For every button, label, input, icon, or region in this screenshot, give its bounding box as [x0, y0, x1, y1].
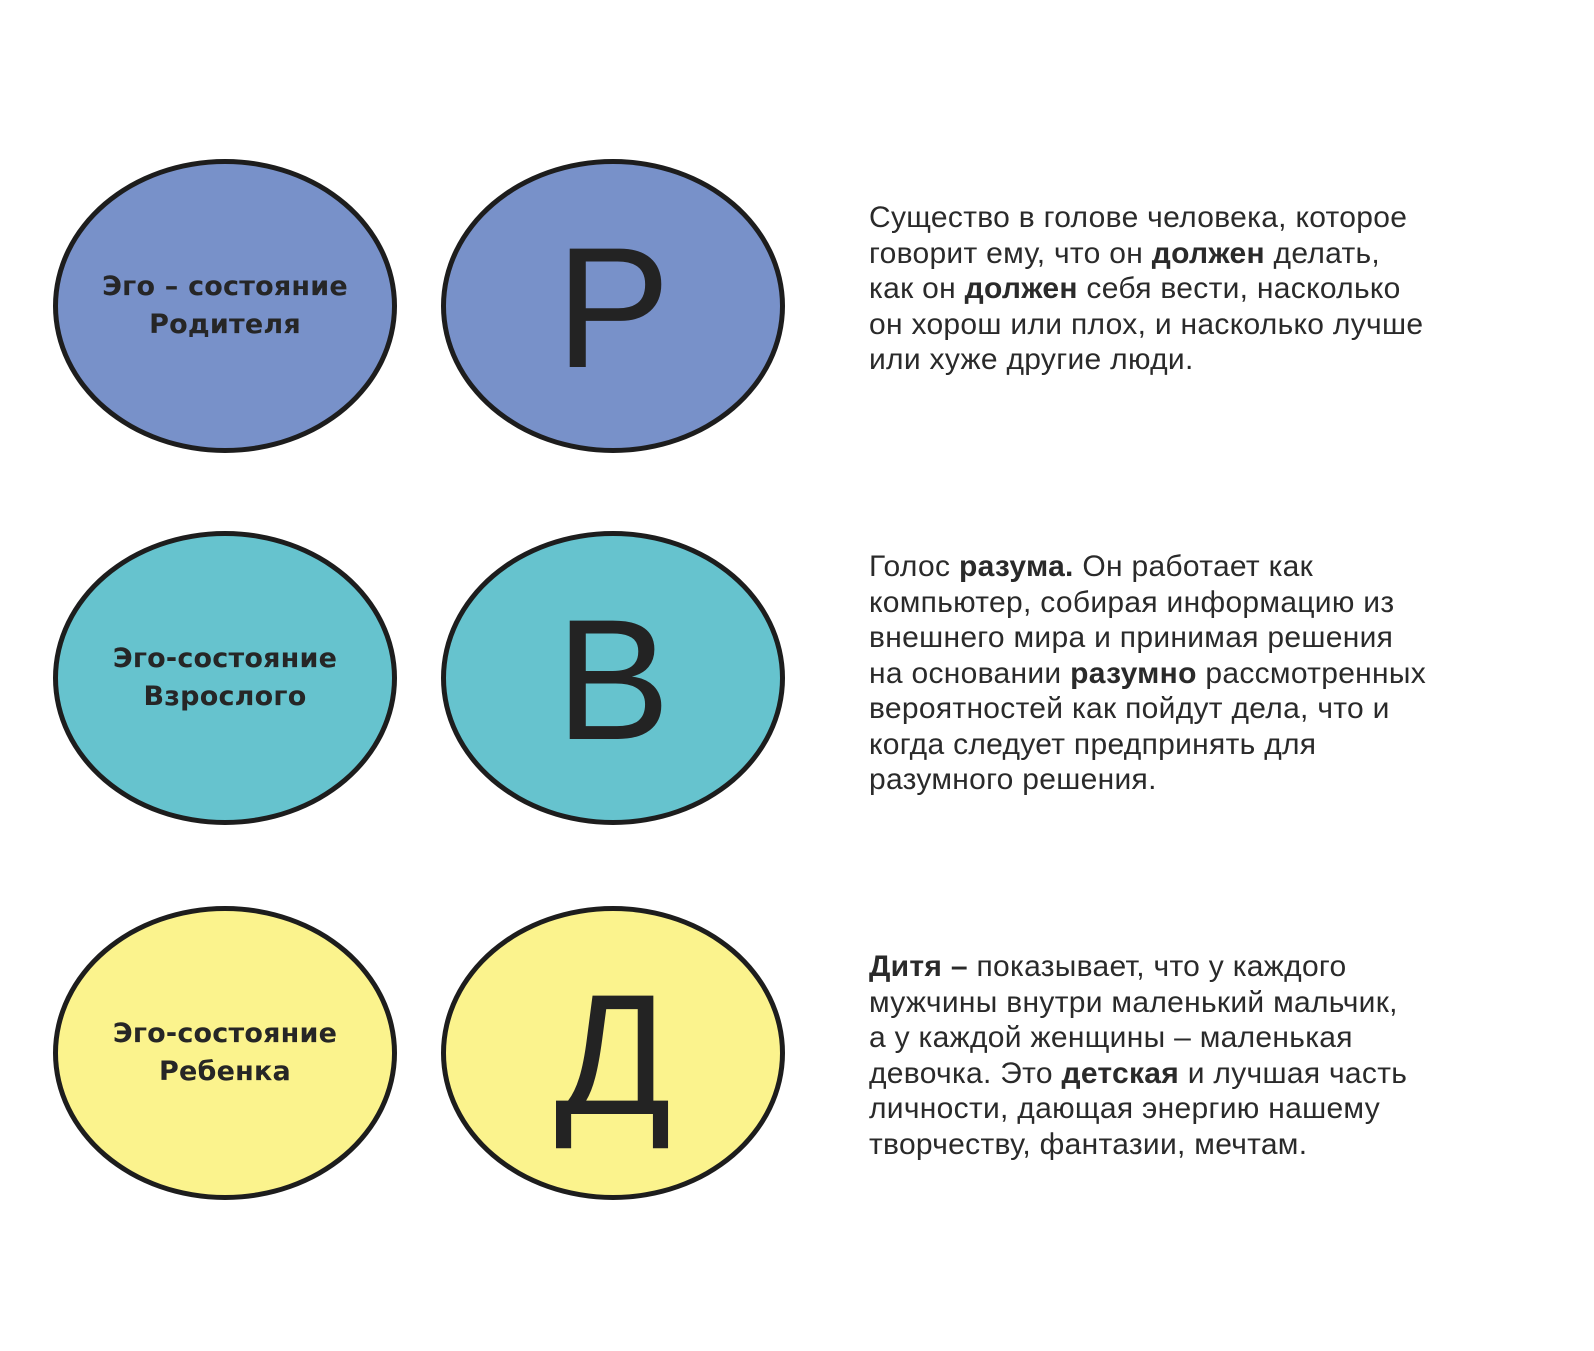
description-text: говорит ему, что он	[869, 236, 1152, 270]
state-row-child	[0, 906, 1594, 1206]
description-line	[869, 549, 1574, 585]
description-line	[869, 1127, 1574, 1163]
description-text: Голос	[869, 550, 959, 583]
child-name-label	[113, 1015, 337, 1091]
adult-letter-oval	[441, 531, 785, 825]
description-text: и лучшая часть	[1179, 1056, 1408, 1090]
adult-name-line-2: Взрослого	[143, 681, 307, 712]
description-line	[869, 620, 1574, 656]
description-text: или хуже другие люди.	[869, 343, 1194, 376]
description-text: показывает, что у каждого	[967, 950, 1347, 983]
child-name-line-1: Эго-состояние	[112, 1018, 338, 1049]
parent-letter-oval	[441, 159, 785, 453]
adult-name-line-1: Эго-состояние	[112, 643, 338, 674]
description-line	[869, 585, 1574, 621]
description-emphasis: разумно	[1070, 656, 1197, 690]
description-text: творчеству, фантазии, мечтам.	[869, 1127, 1308, 1161]
description-emphasis: должен	[1151, 236, 1265, 270]
description-emphasis: детская	[1061, 1056, 1180, 1090]
adult-name-label	[113, 640, 337, 716]
description-text: внешнего мира и принимая решения	[869, 621, 1394, 654]
child-letter-oval	[441, 906, 785, 1200]
description-text: девочка. Это	[869, 1056, 1062, 1090]
description-line	[869, 200, 1574, 236]
description-text: Он работает как	[1073, 550, 1314, 583]
parent-name-oval	[53, 159, 397, 453]
description-line	[869, 1091, 1574, 1127]
child-description	[869, 949, 1574, 1162]
description-text: на основании	[869, 656, 1071, 690]
description-text: он хорош или плох, и насколько лучше	[869, 307, 1424, 341]
description-line	[869, 307, 1574, 343]
description-emphasis: Дитя –	[869, 950, 968, 983]
description-line	[869, 271, 1574, 307]
adult-description	[869, 549, 1574, 798]
description-text: мужчины внутри маленький мальчик,	[869, 985, 1398, 1019]
adult-letter: В	[555, 584, 671, 776]
description-text: личности, дающая энергию нашему	[869, 1092, 1380, 1125]
description-text: разумного решения.	[869, 763, 1157, 796]
state-row-adult	[0, 531, 1594, 831]
description-line	[869, 236, 1574, 272]
description-text: компьютер, собирая информацию из	[869, 585, 1395, 619]
description-line	[869, 949, 1574, 985]
state-row-parent	[0, 159, 1594, 459]
description-line	[869, 656, 1574, 692]
description-text: рассмотренных	[1196, 656, 1427, 690]
description-line	[869, 1056, 1574, 1092]
description-text: делать,	[1264, 236, 1381, 270]
description-line	[869, 691, 1574, 727]
description-line	[869, 762, 1574, 798]
description-line	[869, 727, 1574, 763]
parent-name-line-2: Родителя	[149, 309, 301, 340]
description-text: Существо в голове человека, которое	[869, 201, 1408, 234]
description-emphasis: разума.	[958, 550, 1074, 583]
description-text: когда следует предпринять для	[869, 727, 1317, 761]
description-text: вероятностей как пойдут дела, что и	[869, 692, 1390, 725]
parent-letter: Р	[555, 212, 671, 404]
description-text: себя вести, насколько	[1077, 272, 1401, 305]
parent-description	[869, 200, 1574, 378]
description-line	[869, 1020, 1574, 1056]
parent-name-line-1: Эго – состояние	[102, 271, 348, 302]
adult-name-oval	[53, 531, 397, 825]
parent-name-label	[102, 268, 348, 344]
child-name-line-2: Ребенка	[159, 1056, 291, 1087]
description-text: как он	[869, 272, 965, 305]
description-emphasis: должен	[964, 272, 1078, 305]
description-line	[869, 985, 1574, 1021]
description-text: а у каждой женщины – маленькая	[869, 1021, 1353, 1054]
child-name-oval	[53, 906, 397, 1200]
child-letter: Д	[554, 959, 672, 1151]
description-line	[869, 342, 1574, 378]
